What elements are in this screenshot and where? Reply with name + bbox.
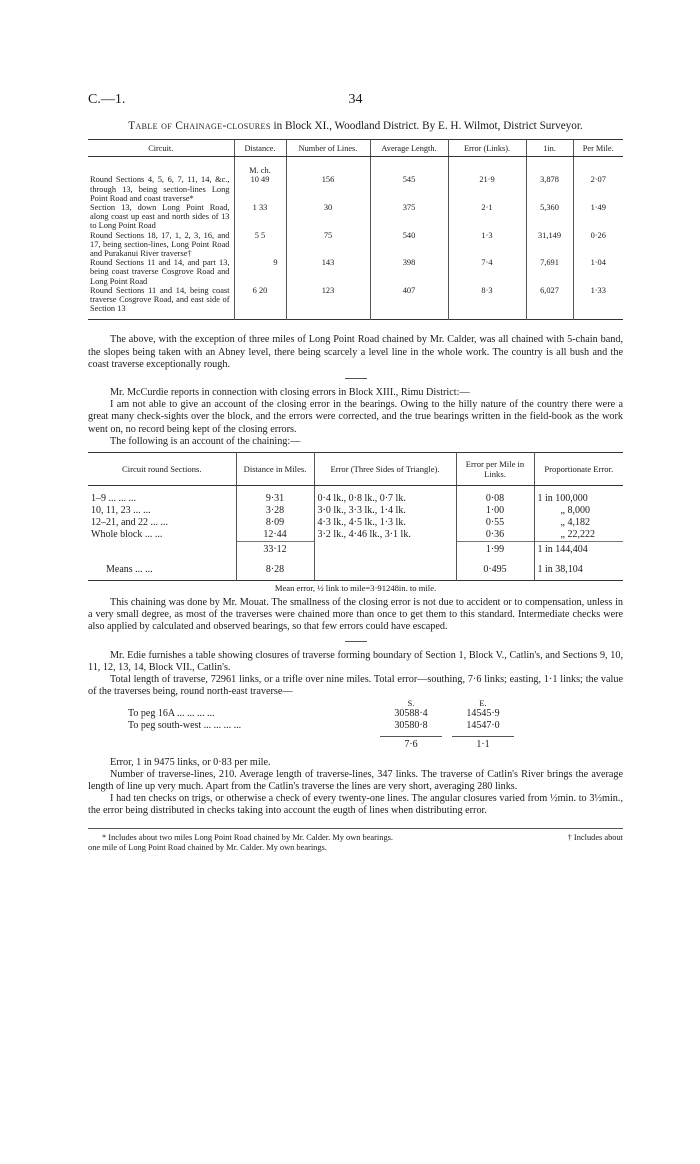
table2-header: Error per Mile in Links. xyxy=(456,453,534,486)
distance-units: M. ch. xyxy=(234,165,286,175)
table1-header: Distance. xyxy=(234,140,286,157)
section-divider xyxy=(345,378,367,379)
chaining-table xyxy=(88,452,623,581)
table2-header-row xyxy=(88,453,623,486)
table-row: 12–21, and 22 ... ... 8·09 4·3 lk., 4·5 lk., 1·3 lk. 0·55 „ 4,182 xyxy=(88,517,623,529)
list-item: To peg 16A ... ... ... ... 30588·4 14545·9 xyxy=(128,707,500,719)
table2-means-row: Means ... ... 8·28 0·495 1 in 38,104 xyxy=(88,564,623,581)
table1-header: Per Mile. xyxy=(573,140,623,157)
paragraph-mouat: This chaining was done by Mr. Mouat. The smallness of the closing error is not due to accident or to compensation, unless in a very small degree, as most of the traverses were chained more than once to get them to this standard. Intermediate checks were also applied by calculated and observed bearings, so that few errors could have escaped. xyxy=(88,597,623,633)
footnote-star: * Includes about two miles Long Point Road chained by Mr. Calder. My own bearings. xyxy=(102,832,393,842)
paragraph-chaining-intro: The following is an account of the chaining:— xyxy=(110,435,301,447)
table2-total-row: 33·12 1·99 1 in 144,404 xyxy=(88,542,623,565)
table-row: Section 13, down Long Point Road, along coast up east and north sides of 13 to Long Point Road 1 33 30 375 2·1 5,360 1·49 xyxy=(88,203,623,231)
footnote-dagger: † Includes about xyxy=(567,832,623,842)
list-item: To peg south-west ... ... ... ... 30580·8 14547·0 xyxy=(128,719,500,731)
paragraph-total-length: Total length of traverse, 72961 links, or a trifle over nine miles. Total error—southing, 7·6 links; easting, 1·1 links; the value of the traverses being, round north-east traverse— xyxy=(88,674,623,698)
table1-title-smallcaps: Table of Chainage-closures xyxy=(128,120,271,132)
footnote-continuation: one mile of Long Point Road chained by Mr. Calder. My own bearings. xyxy=(88,842,327,852)
page-number: 34 xyxy=(348,92,363,107)
paragraph-error: Error, 1 in 9475 links, or 0·83 per mile. xyxy=(110,756,271,768)
chainage-closures-table xyxy=(88,139,623,320)
paragraph-mccurdie-intro: Mr. McCurdie reports in connection with closing errors in Block XIII., Rimu District:— xyxy=(110,387,470,399)
paragraph-traverse-lines: Number of traverse-lines, 210. Average length of traverse-lines, 347 links. The traverse of Catlin's River brings the average length of line up very much. Apart from the Catlin's traverse the lines are very short, averaging 280 links. xyxy=(88,768,623,792)
section-divider xyxy=(345,641,367,642)
table2-header: Error (Three Sides of Triangle). xyxy=(314,453,456,486)
table1-title xyxy=(88,120,623,133)
paragraph-edie: Mr. Edie furnishes a table showing closures of traverse forming boundary of Section 1, Block V., Catlin's, and Sections 9, 10, 11, 12, 13, 14, Block VII., Catlin's. xyxy=(88,649,623,673)
table1-header-row xyxy=(88,140,623,157)
table-row: Whole block ... ... 12·44 3·2 lk., 4·46 lk., 3·1 lk. 0·36 „ 22,222 xyxy=(88,529,623,542)
table-row: Round Sections 11 and 14, and part 13, being coast traverse Cosgrove Road and Long Point Road 9 143 398 7·4 7,691 1·04 xyxy=(88,258,623,286)
table1-header: 1in. xyxy=(526,140,573,157)
table-row: Round Sections 18, 17, 1, 2, 3, 16, and 17, being section-lines, Long Point Road and Purakanui River traverse† 5 5 75 540 1·3 31,149 0·26 xyxy=(88,231,623,259)
table2-header: Proportionate Error. xyxy=(534,453,623,486)
paragraph-mccurdie-body: I am not able to give an account of the closing error in the bearings. Owing to the hilly nature of the country there were a great many check-sights over the block, and the errors were corrected, and the true bearings written in the field-book as the work went on, no record being kept of the closing errors. xyxy=(88,399,623,435)
table1-header: Circuit. xyxy=(88,140,234,157)
footnotes xyxy=(88,828,623,853)
table1-units-row xyxy=(88,165,623,175)
page-header xyxy=(88,92,623,108)
table-row: 10, 11, 23 ... ... 3·28 3·0 lk., 3·3 lk., 1·4 lk. 1·00 „ 8,000 xyxy=(88,505,623,517)
traverse-values xyxy=(88,699,623,751)
paragraph-checks: I had ten checks on trigs, or otherwise a check of every twenty-one lines. The angular closures varied from ½min. to 3½min., the error being distributed in checks taking into account the eugth of lines when distributing error. xyxy=(88,793,623,817)
paragraph-wilmot: The above, with the exception of three miles of Long Point Road chained by Mr. Calder, was all chained with 5-chain band, the slopes being taken with an Abney level, there being scarcely a level line in the whole work. The country is all bush and the coast traverse exceptionally rough. xyxy=(88,334,623,370)
table2-header: Distance in Miles. xyxy=(236,453,314,486)
southing-column-label: S. xyxy=(407,697,415,708)
easting-column-label: E. xyxy=(479,697,487,708)
table1-header: Average Length. xyxy=(370,140,448,157)
table1-header: Error (Links). xyxy=(448,140,526,157)
table-row: 1–9 ... ... ... 9·31 0·4 lk., 0·8 lk., 0·7 lk. 0·08 1 in 100,000 xyxy=(88,493,623,505)
document-page xyxy=(88,92,623,853)
table1-title-rest: in Block XI., Woodland District. By E. H. Wilmot, District Surveyor. xyxy=(273,120,583,132)
paper-number: C.—1. xyxy=(88,92,126,107)
traverse-difference: 7·6 1·1 xyxy=(88,736,623,751)
table-row: Round Sections 11 and 14, being coast traverse Cosgrove Road, and east side of Section 13 6 20 123 407 8·3 6,027 1·33 xyxy=(88,286,623,320)
table-row: Round Sections 4, 5, 6, 7, 11, 14, &c., through 13, being section-lines Long Point Road and coast traverse* 10 49 156 545 21·9 3,878 2·07 xyxy=(88,175,623,203)
table1-header: Number of Lines. xyxy=(286,140,370,157)
mean-error-note: Mean error, ½ link to mile=3·91248in. to mile. xyxy=(274,583,437,594)
table2-header: Circuit round Sections. xyxy=(88,453,236,486)
